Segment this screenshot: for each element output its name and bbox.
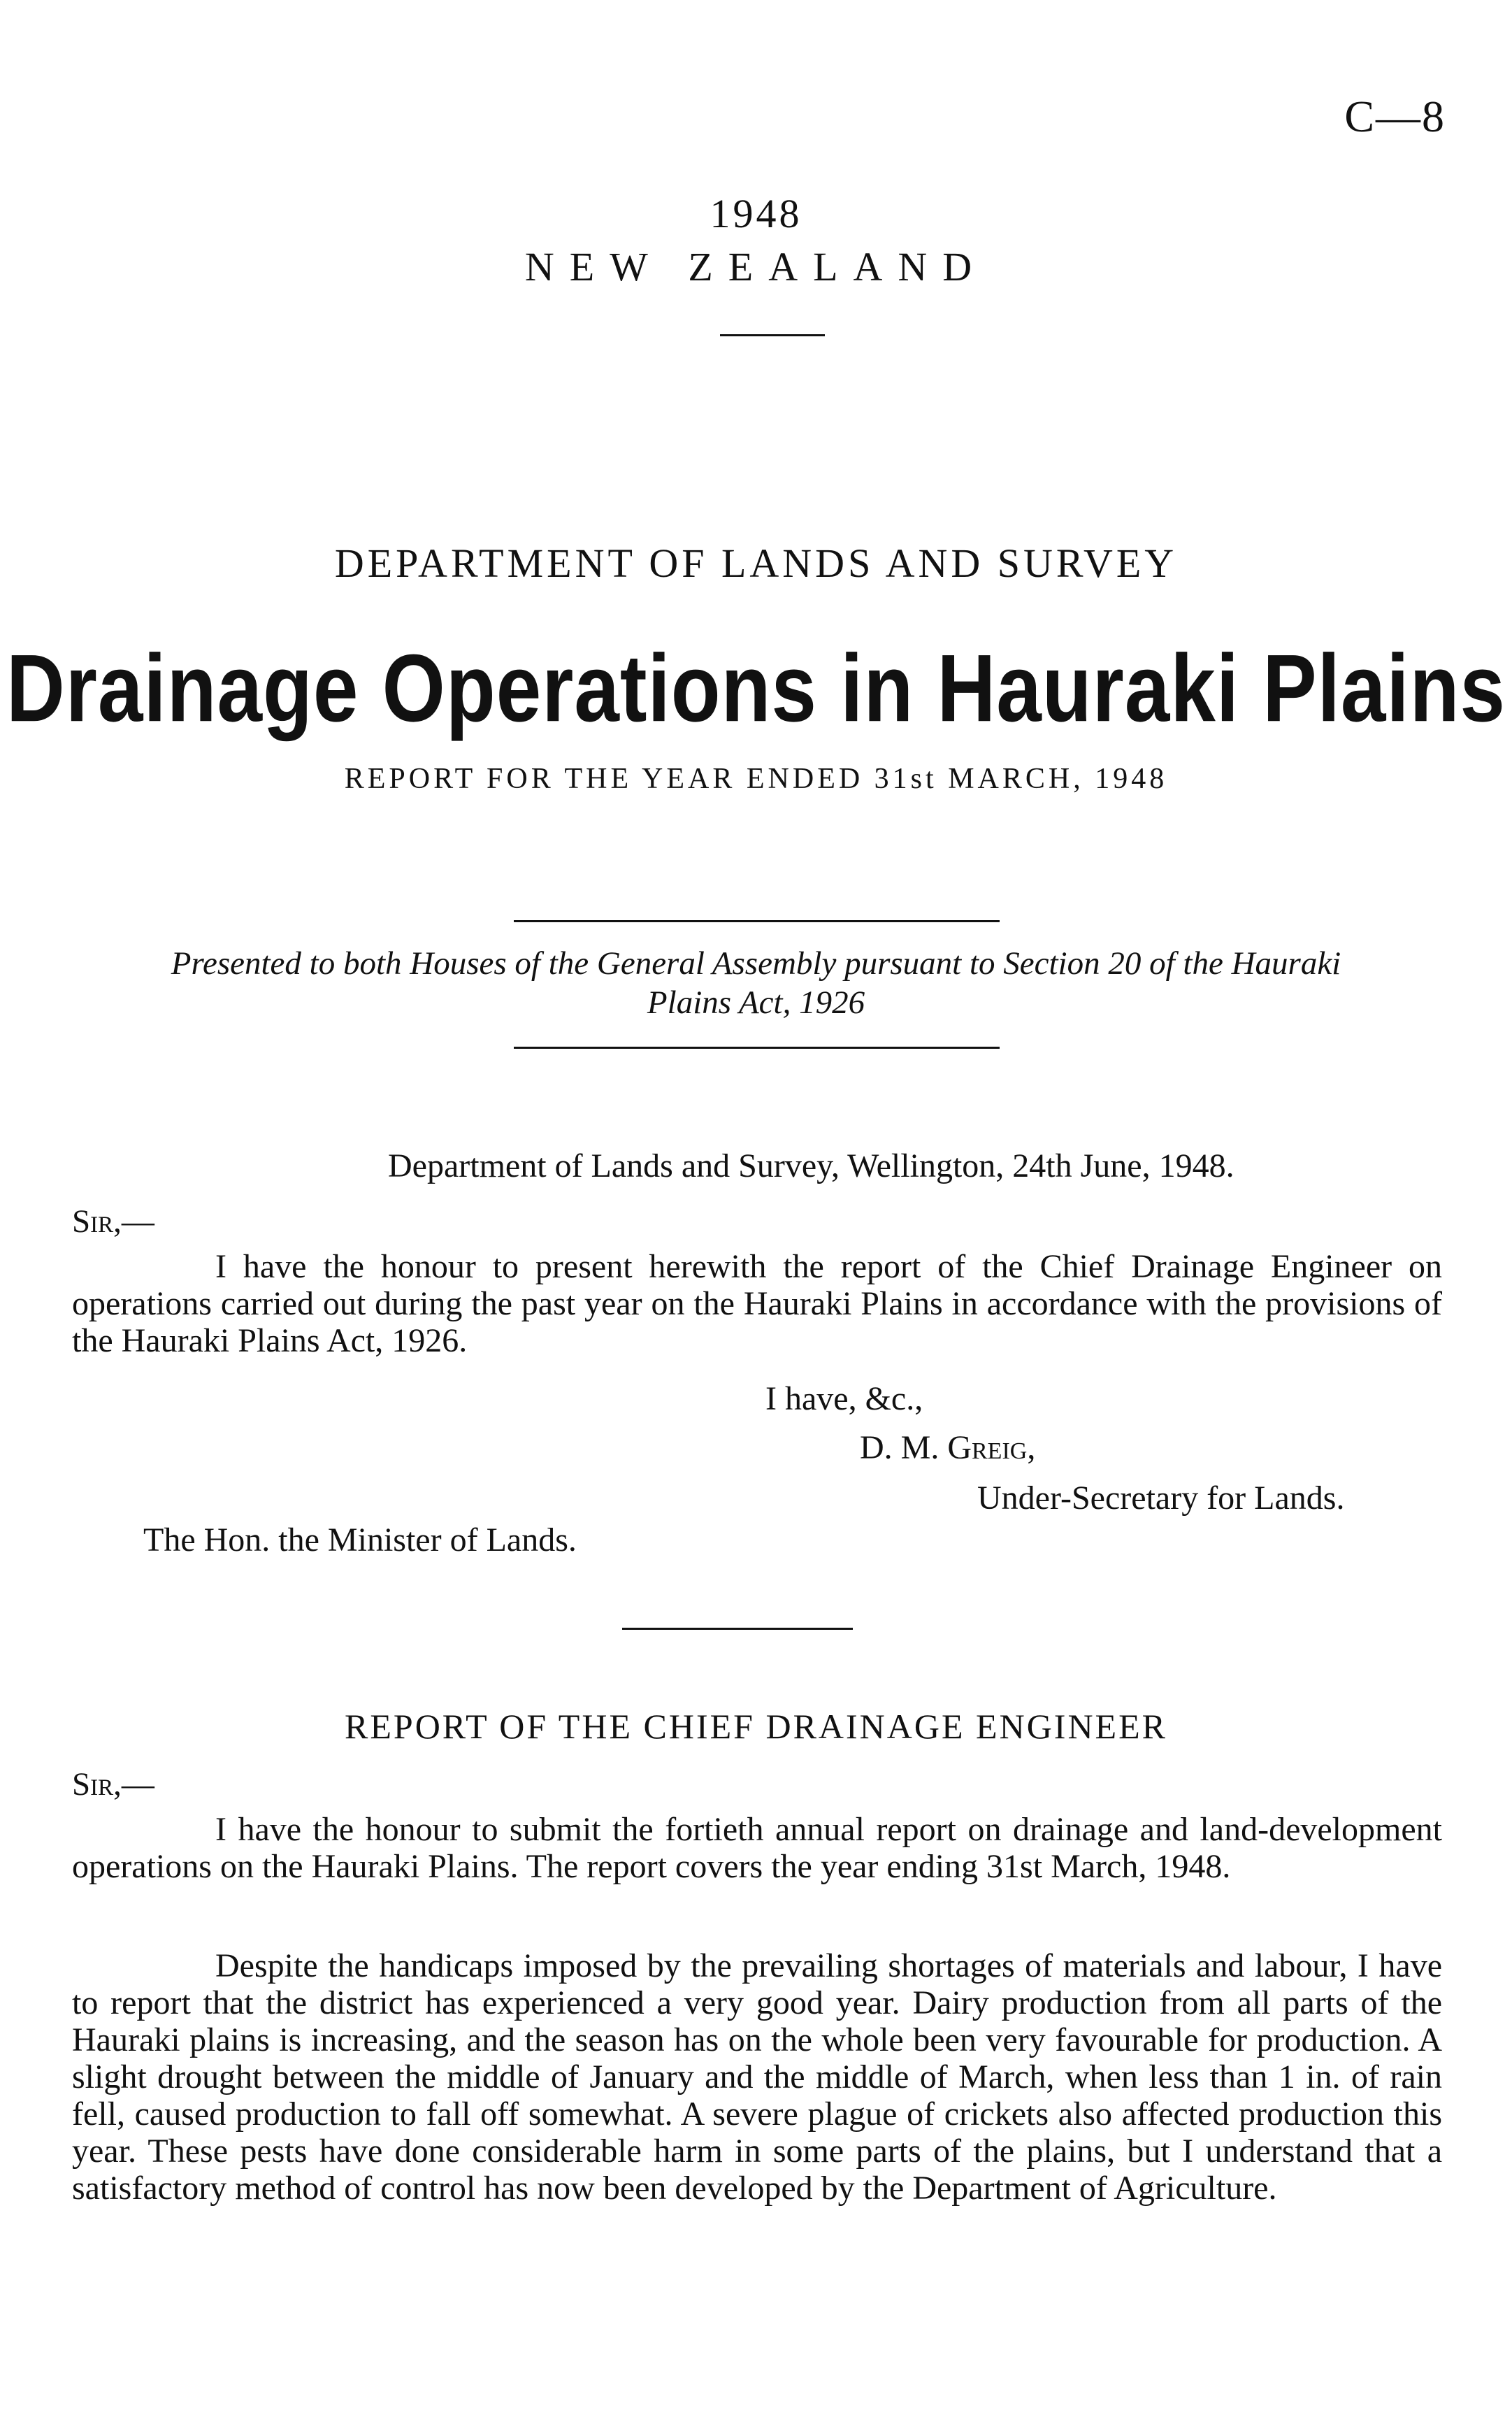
divider-rule [514,920,1000,922]
presentation-note-line: Presented to both Houses of the General Assembly pursuant to Section 20 of the Hauraki [171,945,1341,982]
letter-closing: I have, &c., [765,1380,923,1417]
page-reference: C—8 [1344,92,1446,141]
document-title: Drainage Operations in Hauraki Plains [6,634,1506,742]
divider-rule [720,334,825,336]
divider-rule [514,1047,1000,1049]
report-subtitle: REPORT FOR THE YEAR ENDED 31st MARCH, 1948 [344,763,1168,795]
report-heading: REPORT OF THE CHIEF DRAINAGE ENGINEER [345,1707,1167,1746]
report-paragraph: Despite the handicaps imposed by the prevailing shortages of materials and labour, I have to report that the district has experienced a very good year. Dairy production from all parts of the Hauraki plains is increasing, and the season has on the whole been very favourable for production. A slight drought between the middle of January and the middle of March, when less than 1 in. of rain fell, caused production to fall off somewhat. A severe plague of crickets also affected production this year. These pests have done considerable harm in some parts of the plains, but I understand that a satisfactory method of control has now been developed by the Department of Agriculture. [72,1947,1442,2207]
presentation-note [70,944,1442,1022]
letter-dateline: Department of Lands and Survey, Wellington, 24th June, 1948. [388,1147,1234,1184]
letter-addressee: The Hon. the Minister of Lands. [143,1521,577,1558]
signatory-title: Under-Secretary for Lands. [977,1479,1345,1517]
publication-year: 1948 [710,191,802,236]
report-paragraph: I have the honour to submit the fortieth annual report on drainage and land-development operations on the Hauraki Plains. The report covers the year ending 31st March, 1948. [72,1811,1442,1885]
letter-body: I have the honour to present herewith the report of the Chief Drainage Engineer on operations carried out during the past year on the Hauraki Plains in accordance with the provisions of the Hauraki Plains Act, 1926. [72,1248,1442,1359]
presentation-note-line: Plains Act, 1926 [647,984,865,1021]
signatory-name: D. M. Greig, [860,1429,1036,1466]
report-salutation: Sir,— [72,1766,154,1803]
letter-salutation: Sir,— [72,1203,154,1240]
department-heading: DEPARTMENT OF LANDS AND SURVEY [334,540,1178,586]
divider-rule [622,1628,853,1630]
country-heading: NEW ZEALAND [524,244,988,289]
